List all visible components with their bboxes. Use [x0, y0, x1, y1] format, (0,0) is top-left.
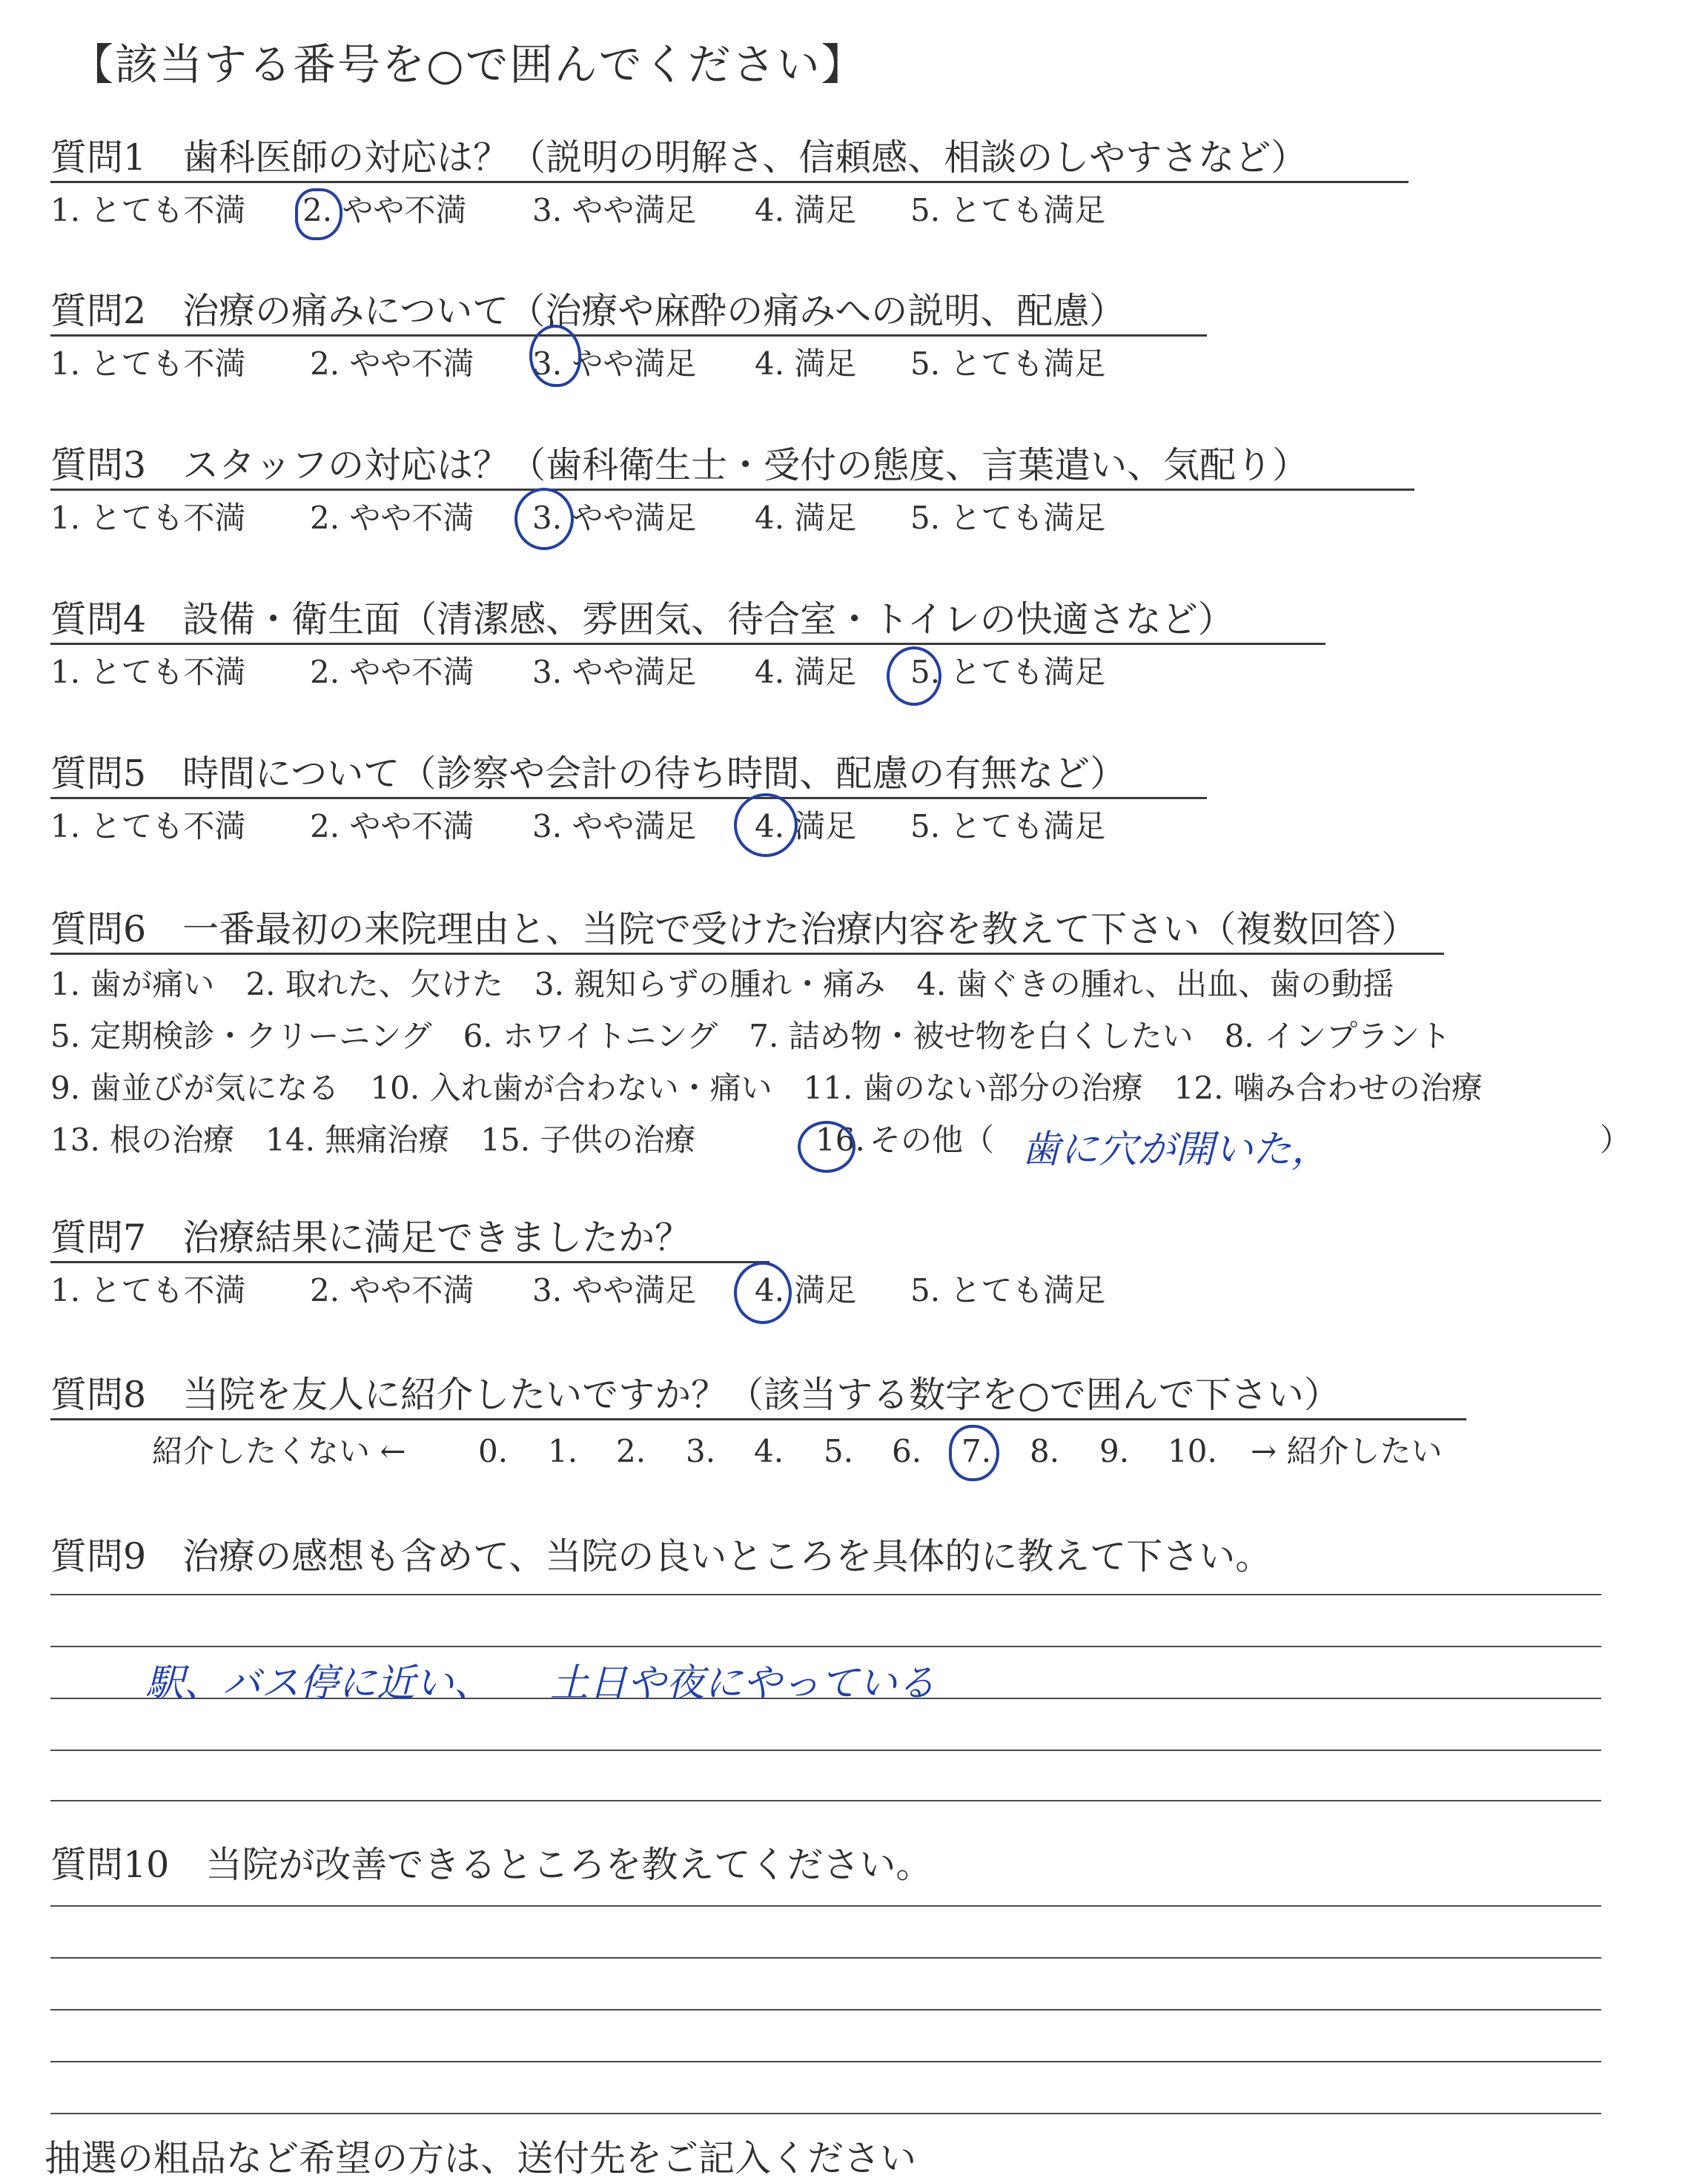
q8-number-1[interactable]: 1. — [548, 1433, 578, 1469]
answer-line — [50, 1905, 1601, 1907]
option-4[interactable]: 4. 満足 — [755, 345, 857, 382]
q8-number-6[interactable]: 6. — [892, 1433, 922, 1469]
option-1[interactable]: 1. とても不満 — [50, 654, 246, 690]
option-1[interactable]: 1. とても不満 — [50, 1272, 246, 1308]
option-4[interactable]: 4. 満足 — [755, 654, 857, 690]
question-underline — [50, 334, 1207, 337]
selection-circle — [529, 325, 581, 387]
option-5[interactable]: 5. とても満足 — [910, 654, 1106, 690]
option-5[interactable]: 5. とても満足 — [910, 808, 1106, 844]
q8-number-5[interactable]: 5. — [824, 1433, 854, 1469]
question-underline — [50, 489, 1414, 491]
answer-line — [50, 1646, 1601, 1647]
option-5[interactable]: 5. とても満足 — [910, 192, 1106, 228]
option-3[interactable]: 3. やや満足 — [532, 500, 697, 536]
q8-number-8[interactable]: 8. — [1030, 1433, 1060, 1469]
option-2[interactable]: 2. やや不満 — [310, 1272, 474, 1308]
q6-options-row-3[interactable]: 9. 歯並びが気になる 10. 入れ歯が合わない・痛い 11. 歯のない部分の治療 12. 噛み合わせの治療 — [50, 1070, 1483, 1106]
q8-number-3[interactable]: 3. — [686, 1433, 716, 1469]
option-4[interactable]: 4. 満足 — [755, 808, 857, 844]
option-2[interactable]: 2. やや不満 — [310, 654, 474, 690]
selection-circle — [734, 1262, 792, 1324]
q8-number-2[interactable]: 2. — [616, 1433, 646, 1469]
q8-number-10[interactable]: 10. — [1168, 1433, 1217, 1469]
question-underline — [50, 181, 1409, 183]
option-1[interactable]: 1. とても不満 — [50, 500, 246, 536]
question-label: 質問8 当院を友人に紹介したいですか？（該当する数字を○で囲んで下さい） — [50, 1374, 1340, 1416]
answer-line — [50, 1750, 1601, 1751]
q6-other-label: その他（ — [870, 1122, 995, 1158]
selection-circle — [887, 646, 941, 706]
option-4[interactable]: 4. 満足 — [755, 500, 857, 536]
question-underline — [50, 797, 1207, 799]
option-2[interactable]: 2. やや不満 — [310, 808, 474, 844]
answer-line — [50, 1957, 1601, 1959]
q9-handwritten-answer[interactable]: 駅、バス停に近い、 土日や夜にやっている — [145, 1661, 936, 1706]
option-2[interactable]: 2. やや不満 — [302, 192, 467, 228]
option-3[interactable]: 3. やや満足 — [532, 1272, 697, 1308]
q6-option-16[interactable]: 16. — [815, 1122, 865, 1158]
question-label: 質問1 歯科医師の対応は？（説明の明解さ、信頼感、相談のしやすさなど） — [50, 136, 1308, 179]
option-3[interactable]: 3. やや満足 — [532, 654, 697, 690]
selection-circle — [798, 1121, 855, 1173]
question-label: 質問4 設備・衛生面（清潔感、雰囲気、待合室・トイレの快適さなど） — [50, 598, 1234, 641]
option-5[interactable]: 5. とても満足 — [910, 345, 1106, 382]
question-label: 質問10 当院が改善できるところを教えてください。 — [50, 1844, 933, 1886]
q8-number-4[interactable]: 4. — [754, 1433, 784, 1469]
selection-circle — [514, 488, 574, 550]
option-1[interactable]: 1. とても不満 — [50, 345, 246, 382]
question-label: 質問5 時間について（診察や会計の待ち時間、配慮の有無など） — [50, 752, 1127, 795]
selection-circle — [949, 1425, 999, 1481]
option-3[interactable]: 3. やや満足 — [532, 345, 697, 382]
answer-line — [50, 1800, 1601, 1801]
footer-note: 抽選の粗品など希望の方は、送付先をご記入ください — [44, 2137, 917, 2180]
answer-line — [50, 2113, 1601, 2114]
question-underline — [50, 1418, 1466, 1420]
question-label: 質問3 スタッフの対応は？（歯科衛生士・受付の態度、言葉遣い、気配り） — [50, 444, 1309, 486]
question-label: 質問6 一番最初の来院理由と、当院で受けた治療内容を教えて下さい（複数回答） — [50, 908, 1418, 950]
option-5[interactable]: 5. とても満足 — [910, 500, 1106, 536]
q8-number-0[interactable]: 0. — [478, 1433, 509, 1469]
option-2[interactable]: 2. やや不満 — [310, 345, 474, 382]
question-underline — [50, 1261, 769, 1263]
option-2[interactable]: 2. やや不満 — [310, 500, 474, 536]
option-1[interactable]: 1. とても不満 — [50, 808, 246, 844]
option-1[interactable]: 1. とても不満 — [50, 192, 246, 228]
answer-line — [50, 2009, 1601, 2010]
option-4[interactable]: 4. 満足 — [755, 192, 857, 228]
question-label: 質問9 治療の感想も含めて、当院の良いところを具体的に教えて下さい。 — [50, 1535, 1272, 1578]
option-3[interactable]: 3. やや満足 — [532, 192, 697, 228]
page-title: 【該当する番号を○で囲んでください】 — [70, 39, 866, 90]
option-5[interactable]: 5. とても満足 — [910, 1272, 1106, 1308]
question-underline — [50, 643, 1325, 645]
selection-circle — [734, 793, 798, 857]
q6-other-close: ） — [1600, 1122, 1632, 1158]
q8-number-7[interactable]: 7. — [961, 1433, 992, 1469]
option-3[interactable]: 3. やや満足 — [532, 808, 697, 844]
question-label: 質問7 治療結果に満足できましたか？ — [50, 1217, 692, 1259]
answer-line — [50, 2061, 1601, 2062]
q8-right-label: → 紹介したい — [1251, 1433, 1443, 1469]
answer-line — [50, 1594, 1601, 1595]
q6-options-13-15[interactable]: 13. 根の治療 14. 無痛治療 15. 子供の治療 — [50, 1122, 696, 1158]
question-underline — [50, 953, 1444, 955]
q6-options-row-1[interactable]: 1. 歯が痛い 2. 取れた、欠けた 3. 親知らずの腫れ・痛み 4. 歯ぐきの腫れ、出血、歯の動揺 — [50, 966, 1394, 1002]
option-4[interactable]: 4. 満足 — [755, 1272, 857, 1308]
q8-left-label: 紹介したくない ← — [152, 1433, 406, 1469]
question-label: 質問2 治療の痛みについて（治療や麻酔の痛みへの説明、配慮） — [50, 290, 1126, 332]
q6-other-handwritten[interactable]: 歯に穴が開いた， — [1022, 1128, 1331, 1172]
selection-circle — [295, 188, 342, 240]
q8-number-9[interactable]: 9. — [1099, 1433, 1130, 1469]
q6-options-row-2[interactable]: 5. 定期検診・クリーニング 6. ホワイトニング 7. 詰め物・被せ物を白くしたい 8. インプラント — [50, 1018, 1452, 1054]
